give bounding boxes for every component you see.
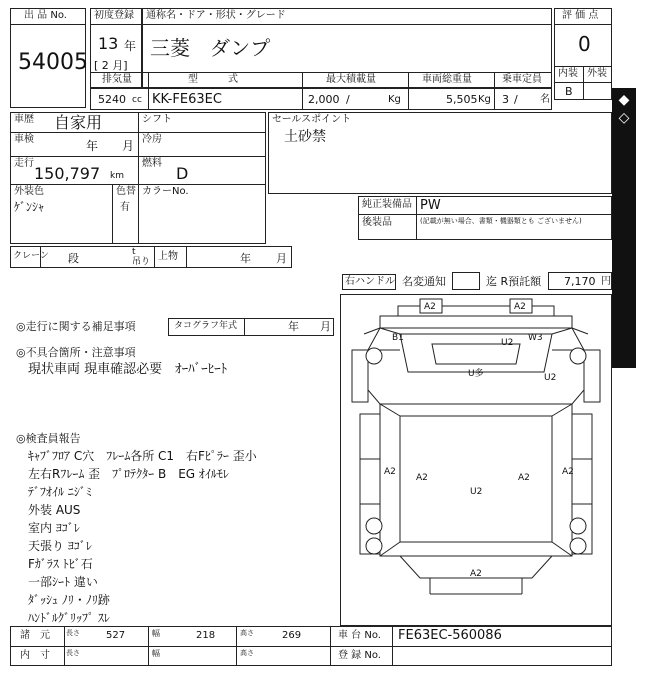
damage-mark: U多	[468, 369, 484, 379]
height-value: 269	[282, 630, 302, 641]
max-load-unit: Kg	[388, 94, 401, 105]
gross-weight-unit: Kg	[478, 94, 491, 105]
inspector-line: Fｶﾞﾗｽ ﾄﾋﾞ石	[28, 557, 93, 571]
inspector-report-label: ◎検査員報告	[16, 432, 81, 445]
location-banner	[612, 88, 650, 368]
max-load-value: 2,000	[308, 93, 340, 106]
aftermarket-note: (記載が無い場合、書類・機器類とも ございません)	[420, 217, 582, 225]
right-handle-label: 右ハンドル	[345, 276, 395, 287]
crane-label: クレーン	[13, 251, 49, 261]
damage-mark: A2	[416, 473, 428, 483]
sales-point-label: セールスポイント	[272, 114, 352, 125]
inspector-line: 室内 ﾖｺﾞﾚ	[28, 521, 80, 535]
damage-mark: W3	[528, 333, 543, 343]
inspector-line: ﾀﾞｯｼｭ ﾉﾘ・ﾉﾘ跡	[28, 593, 110, 607]
interior-dimensions-label: 内 寸	[20, 650, 50, 661]
capacity-slash: /	[514, 93, 518, 106]
color-change-value: 有	[120, 202, 130, 213]
gross-weight-label: 車両総重量	[422, 74, 472, 85]
damage-mark: A2	[470, 569, 482, 579]
name-change-label: 名変通知	[402, 275, 446, 288]
interior-width-label: 幅	[152, 649, 160, 658]
truck-damage-diagram	[340, 294, 612, 626]
first-registration-year: 13	[98, 34, 119, 53]
width-value: 218	[196, 630, 216, 641]
sales-point-value: 土砂禁	[284, 129, 326, 145]
deposit-value: 7,170	[564, 275, 596, 288]
deck-month-label: 月	[276, 252, 287, 265]
deposit-label: 迄 R預託額	[486, 275, 542, 288]
inspector-line: 天張り ﾖｺﾞﾚ	[28, 539, 92, 553]
model-label: 型 式	[188, 74, 238, 85]
specs-dimensions-label: 諸 元	[20, 630, 50, 641]
inspector-line: ﾃﾞﾌｵｲﾙ ﾆｼﾞﾐ	[28, 485, 92, 499]
inspector-line: 外装 AUS	[28, 503, 81, 517]
exterior-label: 外装	[587, 68, 607, 79]
damage-mark: A2	[384, 467, 396, 477]
length-value: 527	[106, 630, 126, 641]
inspector-line: ｷｬﾌﾞﾌﾛｱ C穴 ﾌﾚｰﾑ各所 C1 右Fﾋﾟﾗｰ 歪小	[28, 449, 257, 463]
registration-number-label: 登 録 No.	[338, 650, 381, 661]
defects-label: ◎不具合箇所・注意事項	[16, 346, 136, 359]
lot-number-label: 出 品 No.	[24, 10, 67, 21]
aftermarket-label: 後装品	[362, 217, 392, 228]
rating-value: 0	[578, 32, 591, 56]
first-registration-label: 初度登録	[94, 10, 134, 21]
mileage-label: 走行	[14, 158, 34, 169]
damage-mark: U2	[544, 373, 557, 383]
displacement-label: 排気量	[102, 74, 132, 85]
inspector-line: 左右Rﾌﾚｰﾑ 歪 ﾌﾟﾛﾃｸﾀｰ B EG ｵｲﾙﾓﾚ	[28, 467, 229, 481]
displacement-value: 5240	[98, 93, 126, 106]
displacement-unit: cc	[132, 95, 142, 105]
fuel-value: D	[176, 164, 189, 183]
capacity-value: 3	[502, 93, 509, 106]
interior-label: 内装	[558, 68, 578, 79]
interior-length-label: 長さ	[66, 649, 80, 657]
chassis-value: FE63EC-560086	[398, 628, 502, 643]
driving-notes-label: ◎走行に関する補足事項	[16, 320, 136, 333]
vehicle-header-label: 通称名・ドア・形状・グレード	[146, 10, 286, 21]
width-label: 幅	[152, 629, 160, 638]
damage-mark: U2	[501, 338, 514, 348]
ac-label: 冷房	[142, 134, 162, 145]
capacity-unit: 名	[540, 94, 550, 105]
location-banner-text: ◇◆ 現車は関西会場にあります ◆◇	[616, 92, 650, 352]
gross-weight-value: 5,505	[446, 93, 478, 106]
inspector-line: ﾊﾝﾄﾞﾙｸﾞﾘｯﾌﾟ ｽﾚ	[28, 611, 110, 625]
chassis-label: 車 台 No.	[338, 630, 381, 641]
color-number-label: カラーNo.	[142, 186, 189, 197]
damage-mark: A2	[424, 302, 436, 312]
deposit-unit: 円	[601, 276, 611, 287]
history-value: 自家用	[54, 113, 103, 132]
deck-label: 上物	[158, 251, 178, 262]
name-change-box	[452, 272, 480, 290]
damage-mark: U2	[470, 487, 483, 497]
first-registration-month: [ 2 月]	[94, 59, 128, 72]
interior-value: B	[565, 85, 573, 98]
mileage-unit: km	[110, 171, 124, 181]
fuel-label: 燃料	[142, 158, 162, 169]
inspection-label: 車検	[14, 134, 34, 145]
color-change-label: 色替	[116, 186, 136, 197]
damage-mark: A2	[518, 473, 530, 483]
tachograph-label: タコグラフ年式	[174, 321, 238, 331]
defects-text: 現状車両 現車確認必要 ｵｰﾊﾞｰﾋｰﾄ	[28, 362, 228, 377]
lot-number-value: 54005	[18, 50, 88, 75]
rating-label: 評 価 点	[562, 10, 599, 21]
crane-lift-label: t 吊り	[132, 247, 151, 267]
damage-mark: A2	[514, 302, 526, 312]
mileage-value: 150,797	[34, 164, 101, 183]
length-label: 長さ	[66, 629, 80, 637]
genuine-equipment-label: 純正装備品	[362, 199, 412, 210]
inspection-month: 月	[122, 139, 135, 153]
tachograph-year: 年	[288, 320, 299, 333]
inspection-year: 年	[86, 139, 99, 153]
damage-mark: B1	[392, 333, 404, 343]
ext-color-label: 外装色	[14, 186, 44, 197]
genuine-equipment-value: PW	[420, 198, 441, 213]
crane-stage-label: 段	[68, 252, 79, 265]
inspector-report-lines	[28, 447, 257, 627]
max-load-label: 最大積載量	[326, 74, 376, 85]
model-value: KK-FE63EC	[152, 92, 222, 107]
height-label: 高さ	[240, 629, 254, 637]
first-registration-year-unit: 年	[124, 39, 137, 53]
capacity-label: 乗車定員	[502, 74, 542, 85]
deck-year-label: 年	[240, 252, 251, 265]
inspector-line: 一部ｼｰﾄ 違い	[28, 575, 98, 589]
interior-height-label: 高さ	[240, 649, 254, 657]
history-label: 車歴	[14, 114, 34, 125]
ext-color-value: ｹﾞﾝｼｬ	[14, 200, 45, 214]
shift-label: シフト	[142, 114, 172, 125]
tachograph-month: 月	[320, 320, 331, 333]
max-load-slash: /	[346, 93, 350, 106]
vehicle-name: 三菱 ダンプ	[150, 36, 271, 60]
damage-mark: A2	[562, 467, 574, 477]
